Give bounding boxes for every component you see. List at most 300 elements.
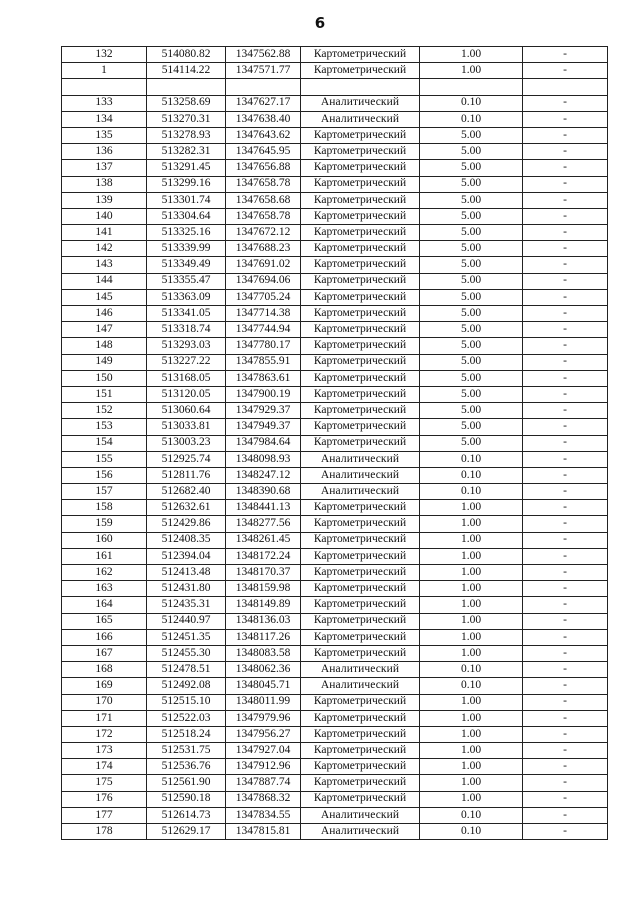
- note-cell: -: [523, 694, 608, 710]
- x-coordinate-cell: 512531.75: [147, 743, 226, 759]
- x-coordinate-cell: 512408.35: [147, 532, 226, 548]
- x-coordinate-cell: 513341.05: [147, 306, 226, 322]
- table-row: [62, 241, 608, 257]
- table-row: [62, 791, 608, 807]
- note-cell: -: [523, 597, 608, 613]
- y-coordinate-cell: 1348277.56: [226, 516, 301, 532]
- x-coordinate-cell: 513227.22: [147, 354, 226, 370]
- accuracy-cell: 0.10: [420, 662, 523, 678]
- accuracy-cell: 0.10: [420, 824, 523, 840]
- accuracy-cell: 1.00: [420, 726, 523, 742]
- y-coordinate-cell: [226, 79, 301, 95]
- x-coordinate-cell: 512455.30: [147, 645, 226, 661]
- table-row: [62, 807, 608, 823]
- accuracy-cell: 5.00: [420, 419, 523, 435]
- x-coordinate-cell: 513299.16: [147, 176, 226, 192]
- x-coordinate-cell: 512518.24: [147, 726, 226, 742]
- note-cell: -: [523, 95, 608, 111]
- y-coordinate-cell: 1347714.38: [226, 306, 301, 322]
- note-cell: -: [523, 548, 608, 564]
- y-coordinate-cell: 1348149.89: [226, 597, 301, 613]
- note-cell: -: [523, 516, 608, 532]
- point-number-cell: 159: [62, 516, 147, 532]
- method-cell: Картометрический: [301, 403, 420, 419]
- note-cell: -: [523, 47, 608, 63]
- x-coordinate-cell: 512431.80: [147, 581, 226, 597]
- point-number-cell: 150: [62, 370, 147, 386]
- y-coordinate-cell: 1347672.12: [226, 225, 301, 241]
- table-row: [62, 289, 608, 305]
- table-row: [62, 565, 608, 581]
- point-number-cell: 177: [62, 807, 147, 823]
- method-cell: Картометрический: [301, 435, 420, 451]
- point-number-cell: 151: [62, 386, 147, 402]
- point-number-cell: 163: [62, 581, 147, 597]
- point-number-cell: 157: [62, 484, 147, 500]
- note-cell: -: [523, 791, 608, 807]
- y-coordinate-cell: 1348247.12: [226, 467, 301, 483]
- method-cell: Картометрический: [301, 694, 420, 710]
- accuracy-cell: 1.00: [420, 500, 523, 516]
- method-cell: Картометрический: [301, 629, 420, 645]
- y-coordinate-cell: 1347912.96: [226, 759, 301, 775]
- y-coordinate-cell: 1347927.04: [226, 743, 301, 759]
- method-cell: Картометрический: [301, 710, 420, 726]
- accuracy-cell: 1.00: [420, 629, 523, 645]
- point-number-cell: 147: [62, 322, 147, 338]
- page-number: 6: [314, 14, 326, 32]
- method-cell: Картометрический: [301, 532, 420, 548]
- point-number-cell: 158: [62, 500, 147, 516]
- table-row: [62, 144, 608, 160]
- y-coordinate-cell: 1347658.78: [226, 208, 301, 224]
- note-cell: -: [523, 435, 608, 451]
- accuracy-cell: 1.00: [420, 581, 523, 597]
- point-number-cell: [62, 79, 147, 95]
- y-coordinate-cell: 1348011.99: [226, 694, 301, 710]
- table-row: [62, 694, 608, 710]
- y-coordinate-cell: 1347855.91: [226, 354, 301, 370]
- x-coordinate-cell: 512811.76: [147, 467, 226, 483]
- method-cell: Картометрический: [301, 225, 420, 241]
- point-number-cell: 142: [62, 241, 147, 257]
- note-cell: -: [523, 824, 608, 840]
- table-row: [62, 435, 608, 451]
- table-row: [62, 176, 608, 192]
- y-coordinate-cell: 1347949.37: [226, 419, 301, 435]
- y-coordinate-cell: 1347863.61: [226, 370, 301, 386]
- table-row: [62, 354, 608, 370]
- method-cell: Картометрический: [301, 613, 420, 629]
- x-coordinate-cell: 512925.74: [147, 451, 226, 467]
- method-cell: Картометрический: [301, 370, 420, 386]
- x-coordinate-cell: [147, 79, 226, 95]
- point-number-cell: 134: [62, 111, 147, 127]
- point-number-cell: 174: [62, 759, 147, 775]
- x-coordinate-cell: 513293.03: [147, 338, 226, 354]
- accuracy-cell: 5.00: [420, 403, 523, 419]
- accuracy-cell: 0.10: [420, 95, 523, 111]
- x-coordinate-cell: 513339.99: [147, 241, 226, 257]
- y-coordinate-cell: 1347638.40: [226, 111, 301, 127]
- y-coordinate-cell: 1347562.88: [226, 47, 301, 63]
- method-cell: Картометрический: [301, 548, 420, 564]
- accuracy-cell: 5.00: [420, 127, 523, 143]
- x-coordinate-cell: 513060.64: [147, 403, 226, 419]
- y-coordinate-cell: 1347868.32: [226, 791, 301, 807]
- note-cell: -: [523, 484, 608, 500]
- y-coordinate-cell: 1347643.62: [226, 127, 301, 143]
- y-coordinate-cell: 1348172.24: [226, 548, 301, 564]
- point-number-cell: 175: [62, 775, 147, 791]
- point-number-cell: 143: [62, 257, 147, 273]
- method-cell: Картометрический: [301, 597, 420, 613]
- y-coordinate-cell: 1348083.58: [226, 645, 301, 661]
- table-row: [62, 386, 608, 402]
- y-coordinate-cell: 1348098.93: [226, 451, 301, 467]
- table-row: [62, 451, 608, 467]
- accuracy-cell: 5.00: [420, 208, 523, 224]
- note-cell: -: [523, 807, 608, 823]
- point-number-cell: 145: [62, 289, 147, 305]
- x-coordinate-cell: 512522.03: [147, 710, 226, 726]
- point-number-cell: 169: [62, 678, 147, 694]
- y-coordinate-cell: 1347780.17: [226, 338, 301, 354]
- table-row: [62, 403, 608, 419]
- note-cell: -: [523, 629, 608, 645]
- point-number-cell: 168: [62, 662, 147, 678]
- table-row: [62, 111, 608, 127]
- y-coordinate-cell: 1347691.02: [226, 257, 301, 273]
- point-number-cell: 155: [62, 451, 147, 467]
- y-coordinate-cell: 1348441.13: [226, 500, 301, 516]
- accuracy-cell: 5.00: [420, 370, 523, 386]
- point-number-cell: 160: [62, 532, 147, 548]
- note-cell: -: [523, 743, 608, 759]
- y-coordinate-cell: 1347815.81: [226, 824, 301, 840]
- point-number-cell: 136: [62, 144, 147, 160]
- point-number-cell: 132: [62, 47, 147, 63]
- table-row: [62, 273, 608, 289]
- note-cell: -: [523, 565, 608, 581]
- note-cell: -: [523, 759, 608, 775]
- y-coordinate-cell: 1347744.94: [226, 322, 301, 338]
- note-cell: -: [523, 726, 608, 742]
- table-row: [62, 79, 608, 95]
- point-number-cell: 146: [62, 306, 147, 322]
- note-cell: -: [523, 500, 608, 516]
- x-coordinate-cell: 513033.81: [147, 419, 226, 435]
- method-cell: Аналитический: [301, 807, 420, 823]
- point-number-cell: 137: [62, 160, 147, 176]
- note-cell: -: [523, 273, 608, 289]
- x-coordinate-cell: 514114.22: [147, 63, 226, 79]
- method-cell: Аналитический: [301, 451, 420, 467]
- table-row: [62, 613, 608, 629]
- y-coordinate-cell: 1348390.68: [226, 484, 301, 500]
- point-number-cell: 170: [62, 694, 147, 710]
- x-coordinate-cell: 513168.05: [147, 370, 226, 386]
- point-number-cell: 176: [62, 791, 147, 807]
- accuracy-cell: 1.00: [420, 759, 523, 775]
- point-number-cell: 148: [62, 338, 147, 354]
- note-cell: -: [523, 257, 608, 273]
- point-number-cell: 1: [62, 63, 147, 79]
- accuracy-cell: 5.00: [420, 241, 523, 257]
- point-number-cell: 144: [62, 273, 147, 289]
- note-cell: -: [523, 386, 608, 402]
- accuracy-cell: 0.10: [420, 484, 523, 500]
- note-cell: -: [523, 225, 608, 241]
- point-number-cell: 135: [62, 127, 147, 143]
- y-coordinate-cell: 1348062.36: [226, 662, 301, 678]
- method-cell: Картометрический: [301, 322, 420, 338]
- accuracy-cell: 1.00: [420, 597, 523, 613]
- x-coordinate-cell: 513304.64: [147, 208, 226, 224]
- method-cell: Картометрический: [301, 791, 420, 807]
- note-cell: -: [523, 581, 608, 597]
- table-row: [62, 581, 608, 597]
- note-cell: -: [523, 176, 608, 192]
- y-coordinate-cell: 1348136.03: [226, 613, 301, 629]
- method-cell: Картометрический: [301, 500, 420, 516]
- x-coordinate-cell: 513003.23: [147, 435, 226, 451]
- note-cell: -: [523, 662, 608, 678]
- table-row: [62, 208, 608, 224]
- table-row: [62, 516, 608, 532]
- point-number-cell: 162: [62, 565, 147, 581]
- point-number-cell: 173: [62, 743, 147, 759]
- method-cell: Картометрический: [301, 273, 420, 289]
- accuracy-cell: 5.00: [420, 306, 523, 322]
- accuracy-cell: 5.00: [420, 176, 523, 192]
- note-cell: -: [523, 127, 608, 143]
- point-number-cell: 133: [62, 95, 147, 111]
- accuracy-cell: 1.00: [420, 565, 523, 581]
- y-coordinate-cell: 1347571.77: [226, 63, 301, 79]
- method-cell: Картометрический: [301, 645, 420, 661]
- x-coordinate-cell: 512536.76: [147, 759, 226, 775]
- table-row: [62, 500, 608, 516]
- note-cell: -: [523, 403, 608, 419]
- accuracy-cell: 5.00: [420, 144, 523, 160]
- x-coordinate-cell: 512394.04: [147, 548, 226, 564]
- accuracy-cell: 1.00: [420, 47, 523, 63]
- y-coordinate-cell: 1347984.64: [226, 435, 301, 451]
- x-coordinate-cell: 512440.97: [147, 613, 226, 629]
- accuracy-cell: 5.00: [420, 225, 523, 241]
- note-cell: -: [523, 306, 608, 322]
- method-cell: Картометрический: [301, 144, 420, 160]
- accuracy-cell: 5.00: [420, 435, 523, 451]
- point-number-cell: 178: [62, 824, 147, 840]
- method-cell: Картометрический: [301, 306, 420, 322]
- point-number-cell: 172: [62, 726, 147, 742]
- y-coordinate-cell: 1347887.74: [226, 775, 301, 791]
- y-coordinate-cell: 1347688.23: [226, 241, 301, 257]
- note-cell: -: [523, 354, 608, 370]
- method-cell: Аналитический: [301, 111, 420, 127]
- accuracy-cell: 0.10: [420, 807, 523, 823]
- accuracy-cell: 1.00: [420, 645, 523, 661]
- y-coordinate-cell: 1347705.24: [226, 289, 301, 305]
- note-cell: -: [523, 208, 608, 224]
- x-coordinate-cell: 513363.09: [147, 289, 226, 305]
- accuracy-cell: 1.00: [420, 613, 523, 629]
- accuracy-cell: 5.00: [420, 354, 523, 370]
- table-row: [62, 63, 608, 79]
- y-coordinate-cell: 1347900.19: [226, 386, 301, 402]
- y-coordinate-cell: 1347645.95: [226, 144, 301, 160]
- accuracy-cell: 0.10: [420, 467, 523, 483]
- y-coordinate-cell: 1347658.68: [226, 192, 301, 208]
- accuracy-cell: 5.00: [420, 192, 523, 208]
- accuracy-cell: 5.00: [420, 338, 523, 354]
- x-coordinate-cell: 512629.17: [147, 824, 226, 840]
- x-coordinate-cell: 512413.48: [147, 565, 226, 581]
- note-cell: -: [523, 775, 608, 791]
- method-cell: Картометрический: [301, 581, 420, 597]
- point-number-cell: 171: [62, 710, 147, 726]
- method-cell: Картометрический: [301, 257, 420, 273]
- accuracy-cell: [420, 79, 523, 95]
- method-cell: Картометрический: [301, 208, 420, 224]
- table-row: [62, 662, 608, 678]
- x-coordinate-cell: 514080.82: [147, 47, 226, 63]
- x-coordinate-cell: 512590.18: [147, 791, 226, 807]
- method-cell: Картометрический: [301, 338, 420, 354]
- point-number-cell: 166: [62, 629, 147, 645]
- note-cell: -: [523, 645, 608, 661]
- coordinates-table: [61, 46, 608, 840]
- x-coordinate-cell: 513291.45: [147, 160, 226, 176]
- x-coordinate-cell: 513318.74: [147, 322, 226, 338]
- table-row: [62, 225, 608, 241]
- method-cell: Картометрический: [301, 516, 420, 532]
- table-row: [62, 645, 608, 661]
- y-coordinate-cell: 1347956.27: [226, 726, 301, 742]
- note-cell: -: [523, 111, 608, 127]
- table-row: [62, 338, 608, 354]
- accuracy-cell: 5.00: [420, 257, 523, 273]
- point-number-cell: 153: [62, 419, 147, 435]
- table-row: [62, 726, 608, 742]
- table-row: [62, 419, 608, 435]
- point-number-cell: 139: [62, 192, 147, 208]
- accuracy-cell: 5.00: [420, 273, 523, 289]
- accuracy-cell: 5.00: [420, 289, 523, 305]
- table-row: [62, 370, 608, 386]
- point-number-cell: 140: [62, 208, 147, 224]
- table-row: [62, 824, 608, 840]
- table-row: [62, 47, 608, 63]
- method-cell: Картометрический: [301, 47, 420, 63]
- y-coordinate-cell: 1348159.98: [226, 581, 301, 597]
- accuracy-cell: 1.00: [420, 791, 523, 807]
- table-row: [62, 257, 608, 273]
- point-number-cell: 167: [62, 645, 147, 661]
- accuracy-cell: 5.00: [420, 386, 523, 402]
- accuracy-cell: 1.00: [420, 63, 523, 79]
- y-coordinate-cell: 1347656.88: [226, 160, 301, 176]
- method-cell: Картометрический: [301, 63, 420, 79]
- x-coordinate-cell: 512614.73: [147, 807, 226, 823]
- x-coordinate-cell: 513301.74: [147, 192, 226, 208]
- table-row: [62, 127, 608, 143]
- table-row: [62, 160, 608, 176]
- note-cell: -: [523, 322, 608, 338]
- x-coordinate-cell: 513349.49: [147, 257, 226, 273]
- method-cell: Картометрический: [301, 726, 420, 742]
- x-coordinate-cell: 512478.51: [147, 662, 226, 678]
- point-number-cell: 141: [62, 225, 147, 241]
- note-cell: -: [523, 678, 608, 694]
- note-cell: -: [523, 241, 608, 257]
- table-row: [62, 629, 608, 645]
- note-cell: -: [523, 613, 608, 629]
- table-row: [62, 678, 608, 694]
- point-number-cell: 164: [62, 597, 147, 613]
- method-cell: Аналитический: [301, 467, 420, 483]
- note-cell: -: [523, 419, 608, 435]
- y-coordinate-cell: 1348117.26: [226, 629, 301, 645]
- method-cell: Картометрический: [301, 743, 420, 759]
- accuracy-cell: 1.00: [420, 743, 523, 759]
- note-cell: -: [523, 338, 608, 354]
- table-row: [62, 484, 608, 500]
- x-coordinate-cell: 512492.08: [147, 678, 226, 694]
- table-row: [62, 548, 608, 564]
- y-coordinate-cell: 1348045.71: [226, 678, 301, 694]
- note-cell: [523, 79, 608, 95]
- y-coordinate-cell: 1348170.37: [226, 565, 301, 581]
- accuracy-cell: 1.00: [420, 694, 523, 710]
- x-coordinate-cell: 513282.31: [147, 144, 226, 160]
- x-coordinate-cell: 512632.61: [147, 500, 226, 516]
- method-cell: Картометрический: [301, 160, 420, 176]
- note-cell: -: [523, 144, 608, 160]
- x-coordinate-cell: 512451.35: [147, 629, 226, 645]
- y-coordinate-cell: 1347929.37: [226, 403, 301, 419]
- method-cell: Картометрический: [301, 759, 420, 775]
- accuracy-cell: 0.10: [420, 678, 523, 694]
- x-coordinate-cell: 513325.16: [147, 225, 226, 241]
- accuracy-cell: 0.10: [420, 451, 523, 467]
- x-coordinate-cell: 513258.69: [147, 95, 226, 111]
- point-number-cell: 138: [62, 176, 147, 192]
- method-cell: Картометрический: [301, 241, 420, 257]
- x-coordinate-cell: 513355.47: [147, 273, 226, 289]
- x-coordinate-cell: 512682.40: [147, 484, 226, 500]
- method-cell: Аналитический: [301, 484, 420, 500]
- accuracy-cell: 1.00: [420, 775, 523, 791]
- point-number-cell: 161: [62, 548, 147, 564]
- table-row: [62, 759, 608, 775]
- x-coordinate-cell: 513278.93: [147, 127, 226, 143]
- method-cell: Аналитический: [301, 662, 420, 678]
- method-cell: Аналитический: [301, 678, 420, 694]
- table-row: [62, 467, 608, 483]
- x-coordinate-cell: 513270.31: [147, 111, 226, 127]
- method-cell: Картометрический: [301, 289, 420, 305]
- method-cell: [301, 79, 420, 95]
- y-coordinate-cell: 1347694.06: [226, 273, 301, 289]
- point-number-cell: 152: [62, 403, 147, 419]
- note-cell: -: [523, 160, 608, 176]
- point-number-cell: 154: [62, 435, 147, 451]
- note-cell: -: [523, 710, 608, 726]
- point-number-cell: 156: [62, 467, 147, 483]
